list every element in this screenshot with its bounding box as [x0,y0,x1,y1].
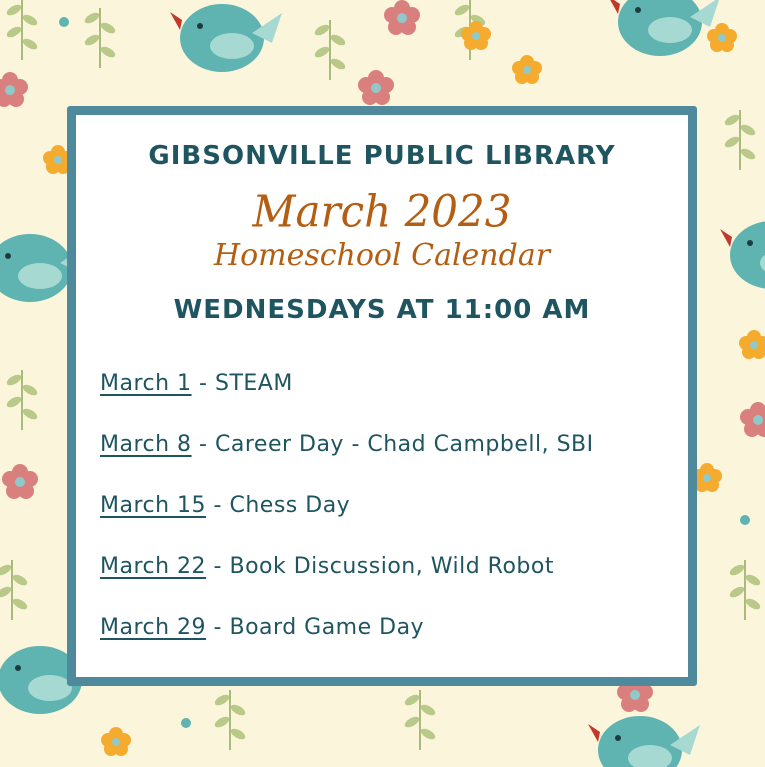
event-item [100,493,594,554]
event-separator: - [191,432,215,457]
event-title: Book Discussion, Wild Robot [229,554,554,579]
event-date: March 29 [100,615,207,640]
event-date: March 22 [100,554,207,579]
event-title: STEAM [215,371,293,396]
event-list [100,371,594,676]
event-title: Chess Day [229,493,351,518]
library-name: GIBSONVILLE PUBLIC LIBRARY [148,141,616,171]
calendar-subtitle: Homeschool Calendar [213,238,551,273]
event-date: March 8 [100,432,192,457]
event-separator: - [206,615,230,640]
event-item [100,432,594,493]
event-title: Career Day - Chad Campbell, SBI [215,432,594,457]
event-separator: - [191,371,215,396]
event-date: March 15 [100,493,207,518]
schedule-time: WEDNESDAYS AT 11:00 AM [173,295,591,325]
event-item [100,615,594,676]
event-date: March 1 [100,371,192,396]
event-item [100,371,594,432]
event-separator: - [206,493,230,518]
calendar-card [67,106,697,686]
month-title: March 2023 [252,185,512,238]
event-item [100,554,594,615]
event-separator: - [206,554,230,579]
event-title: Board Game Day [229,615,425,640]
